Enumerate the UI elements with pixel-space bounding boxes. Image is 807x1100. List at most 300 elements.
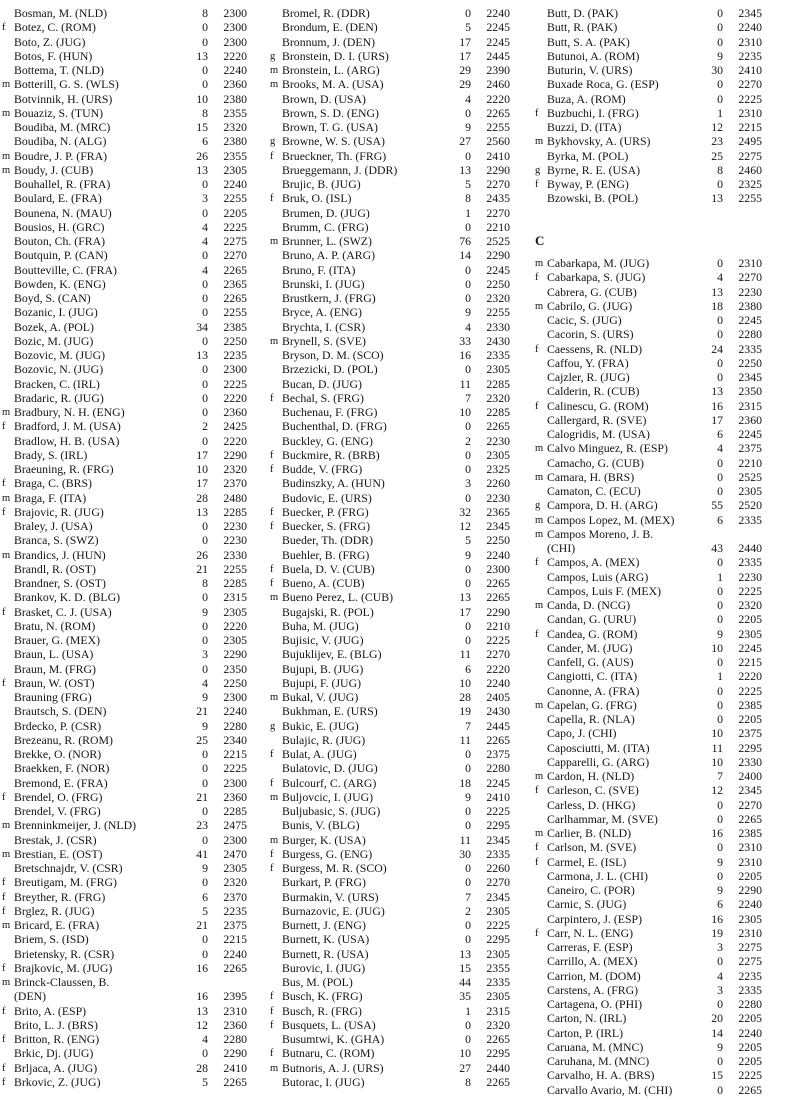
list-item — [535, 1040, 803, 1055]
player-name: Butt, D. (PAK) — [547, 6, 619, 20]
games-count: 24 — [711, 341, 723, 356]
player-name: Butnoris, A. J. (URS) — [282, 1060, 384, 1075]
games-count: 16 — [459, 348, 471, 362]
games-count: 0 — [717, 997, 723, 1011]
rating-value: 2410 — [738, 63, 762, 77]
list-item — [270, 932, 529, 947]
list-item — [535, 313, 803, 328]
player-name: Brautsch, S. (DEN) — [14, 704, 107, 719]
rating-value: 2360 — [223, 405, 247, 419]
games-count: 18 — [459, 775, 471, 790]
list-item — [535, 741, 803, 756]
player-name: Boto, Z. (JUG) — [14, 34, 86, 49]
list-item — [2, 1061, 264, 1076]
rating-value: 2230 — [486, 433, 510, 448]
rating-value: 2360 — [223, 77, 247, 92]
title-marker: m — [535, 300, 544, 312]
list-item — [270, 163, 529, 178]
title-marker: m — [535, 136, 544, 148]
games-count: 21 — [196, 561, 208, 576]
rating-value: 2245 — [486, 775, 510, 790]
games-count: 9 — [202, 604, 208, 619]
player-name: Brito, L. J. (BRS) — [14, 1017, 98, 1032]
rating-value: 2375 — [486, 747, 510, 761]
player-name: Bulatovic, D. (JUG) — [282, 761, 378, 776]
games-count: 13 — [196, 504, 208, 519]
player-name: Bueno Perez, L. (CUB) — [282, 590, 394, 605]
games-count: 9 — [717, 883, 723, 897]
list-item — [270, 576, 529, 591]
rating-value: 2265 — [486, 576, 510, 590]
player-name: Carreras, F. (ESP) — [547, 940, 633, 954]
title-marker: f — [535, 628, 539, 640]
player-name: Brandics, J. (HUN) — [14, 547, 106, 562]
list-item — [535, 869, 803, 884]
rating-value: 2325 — [486, 462, 510, 476]
player-name: Boudiba, N. (ALG) — [14, 134, 107, 149]
list-item — [2, 448, 264, 463]
games-count: 4 — [717, 968, 723, 983]
player-name: Bozovic, N. (JUG) — [14, 362, 104, 377]
list-item — [270, 391, 529, 406]
list-item — [270, 776, 529, 791]
list-item — [2, 476, 264, 491]
rating-value: 2230 — [223, 533, 247, 548]
list-item — [270, 63, 529, 78]
rating-value: 2320 — [223, 462, 247, 476]
rating-value: 2295 — [486, 818, 510, 833]
player-name: Botez, C. (ROM) — [14, 20, 96, 35]
games-count: 2 — [465, 433, 471, 448]
player-name: Campos, A. (MEX) — [547, 555, 640, 570]
list-item — [270, 875, 529, 890]
games-count: 17 — [459, 34, 471, 49]
player-name: Bradlow, H. B. (USA) — [14, 433, 120, 448]
games-count: 29 — [459, 77, 471, 92]
list-item — [270, 562, 529, 577]
player-name: Buljovcic, I. (JUG) — [282, 789, 374, 804]
list-item — [270, 149, 529, 164]
player-name: Brasket, C. J. (USA) — [14, 604, 112, 619]
list-item — [2, 106, 264, 121]
player-name: Cajzler, R. (JUG) — [547, 370, 630, 384]
list-item — [2, 676, 264, 691]
games-count: 16 — [196, 960, 208, 975]
list-item — [270, 989, 529, 1004]
list-item — [2, 20, 264, 35]
list-item — [2, 989, 264, 1004]
list-item — [270, 719, 529, 734]
list-item — [2, 362, 264, 377]
list-item — [535, 285, 803, 300]
list-item — [535, 427, 803, 442]
title-marker: f — [535, 400, 539, 412]
player-name: Buckmire, R. (BRB) — [282, 447, 380, 462]
rating-value: 2240 — [738, 20, 762, 35]
list-item — [270, 448, 529, 463]
player-name: Bouhallel, R. (FRA) — [14, 177, 111, 191]
games-count: 0 — [717, 327, 723, 342]
rating-value: 2210 — [738, 455, 762, 470]
list-item — [270, 134, 529, 149]
list-item — [535, 541, 803, 556]
title-marker: f — [2, 22, 6, 34]
player-name: Brendel, O. (FRG) — [14, 789, 103, 804]
player-name: Canfell, G. (AUS) — [547, 655, 634, 669]
games-count: 0 — [202, 390, 208, 405]
rating-value: 2265 — [223, 1074, 247, 1089]
rating-value: 2305 — [486, 946, 510, 961]
player-name: Buzzi, D. (ITA) — [547, 120, 622, 134]
rating-value: 2380 — [223, 134, 247, 149]
rating-value: 2315 — [486, 1003, 510, 1018]
list-item — [535, 63, 803, 78]
rating-value: 2245 — [738, 640, 762, 655]
list-item — [535, 812, 803, 827]
player-name: Bouton, Ch. (FRA) — [14, 234, 106, 248]
list-item — [270, 818, 529, 833]
player-name: Brown, D. (USA) — [282, 91, 366, 106]
player-name: Buehler, B. (FRG) — [282, 547, 370, 562]
list-item — [270, 320, 529, 335]
games-count: 3 — [717, 982, 723, 997]
title-marker: f — [2, 1005, 6, 1017]
player-name: Brown, T. G. (USA) — [282, 120, 378, 134]
rating-value: 2270 — [738, 77, 762, 92]
list-item — [2, 890, 264, 905]
games-count: 4 — [202, 219, 208, 234]
title-marker: m — [270, 1062, 279, 1074]
player-name: Cabrilo, G. (JUG) — [547, 298, 633, 313]
rating-value: 2300 — [223, 6, 247, 20]
rating-value: 2250 — [223, 675, 247, 690]
games-count: 0 — [465, 561, 471, 576]
games-count: 0 — [465, 362, 471, 377]
player-name: Burmakin, V. (URS) — [282, 889, 379, 904]
rating-value: 2265 — [486, 590, 510, 605]
list-item — [270, 505, 529, 520]
rating-value: 2255 — [223, 191, 247, 206]
games-count: 0 — [717, 1054, 723, 1068]
list-item — [2, 576, 264, 591]
games-count: 0 — [465, 291, 471, 305]
player-name: Buturin, V. (URS) — [547, 63, 633, 77]
rating-value: 2560 — [486, 134, 510, 149]
player-name: Budde, V. (FRG) — [282, 462, 363, 476]
rating-value: 2335 — [486, 846, 510, 861]
player-name: Bousios, H. (GRC) — [14, 219, 105, 234]
player-name: Carmel, E. (ISL) — [547, 854, 627, 869]
player-name: Carnic, S. (JUG) — [547, 897, 627, 912]
rating-value: 2220 — [223, 618, 247, 633]
games-count: 28 — [459, 690, 471, 704]
rating-value: 2335 — [738, 512, 762, 527]
list-item — [2, 334, 264, 349]
player-name: Carlhammar, M. (SVE) — [547, 811, 658, 826]
player-name: Burgess, M. R. (SCO) — [282, 861, 387, 875]
title-marker: m — [535, 514, 544, 526]
player-name: Boutquin, P. (CAN) — [14, 248, 108, 263]
list-item — [270, 662, 529, 677]
rating-value: 2345 — [738, 6, 762, 20]
rating-value: 2410 — [486, 789, 510, 804]
rating-value: 2495 — [738, 134, 762, 149]
list-item — [270, 1032, 529, 1047]
games-count: 10 — [459, 675, 471, 690]
player-name: Cardon, H. (NLD) — [547, 769, 635, 783]
rating-value: 2230 — [486, 490, 510, 505]
player-name: Callergard, R. (SVE) — [547, 412, 647, 427]
games-count: 27 — [459, 1060, 471, 1075]
player-name: Buela, D. V. (CUB) — [282, 561, 375, 576]
rating-value: 2380 — [223, 91, 247, 106]
list-item — [270, 462, 529, 477]
list-item — [270, 120, 529, 135]
rating-value: 2220 — [486, 661, 510, 676]
list-item — [270, 291, 529, 306]
rating-value: 2425 — [223, 419, 247, 434]
games-count: 15 — [711, 1068, 723, 1083]
list-item — [2, 747, 264, 762]
list-item — [2, 491, 264, 506]
games-count: 0 — [717, 177, 723, 191]
rating-value: 2405 — [486, 690, 510, 704]
rating-value: 2235 — [738, 968, 762, 983]
rating-value: 2275 — [223, 234, 247, 248]
player-name: Brychta, I. (CSR) — [282, 319, 366, 334]
rating-value: 2285 — [486, 405, 510, 419]
player-name: Caneiro, C. (POR) — [547, 883, 635, 897]
rating-value: 2250 — [223, 333, 247, 348]
rating-value: 2360 — [223, 789, 247, 804]
title-marker: f — [2, 962, 6, 974]
player-name: Buchenthal, D. (FRG) — [282, 419, 387, 434]
player-name: Bozanic, I. (JUG) — [14, 305, 98, 320]
rating-value: 2215 — [223, 932, 247, 947]
title-marker: m — [2, 164, 11, 176]
player-name: Bottema, T. (NLD) — [14, 63, 104, 77]
player-name: Burger, K. (USA) — [282, 832, 366, 847]
title-marker: f — [270, 193, 274, 205]
games-count: 4 — [465, 319, 471, 334]
games-count: 26 — [196, 148, 208, 163]
player-name: Botterill, G. S. (WLS) — [14, 77, 119, 92]
list-item — [535, 570, 803, 585]
player-name: Carpintero, J. (ESP) — [547, 911, 643, 926]
player-name: Brown, S. D. (ENG) — [282, 105, 379, 120]
rating-value: 2435 — [486, 191, 510, 206]
rating-value: 2310 — [738, 105, 762, 120]
list-item — [535, 49, 803, 64]
games-count: 27 — [459, 134, 471, 149]
rating-value: 2475 — [223, 818, 247, 833]
list-item — [270, 1075, 529, 1090]
rating-value: 2320 — [486, 291, 510, 305]
games-count: 13 — [196, 48, 208, 63]
rating-value: 2215 — [738, 120, 762, 134]
list-item — [535, 256, 803, 271]
games-count: 13 — [711, 191, 723, 206]
title-marker: f — [270, 777, 274, 789]
list-item — [270, 206, 529, 221]
games-count: 0 — [202, 590, 208, 605]
list-item — [535, 983, 803, 998]
games-count: 0 — [202, 775, 208, 790]
games-count: 43 — [711, 541, 723, 555]
list-item — [535, 612, 803, 627]
player-name: Burkart, P. (FRG) — [282, 875, 366, 890]
list-item — [535, 969, 803, 984]
player-name: Bruk, O. (ISL) — [282, 191, 352, 206]
title-marker: m — [535, 699, 544, 711]
list-item — [535, 855, 803, 870]
player-name: Bronstein, L. (ARG) — [282, 63, 380, 77]
list-item — [535, 769, 803, 784]
title-marker: f — [2, 791, 6, 803]
title-marker: f — [270, 521, 274, 532]
rating-value: 2210 — [486, 618, 510, 633]
list-item — [535, 441, 803, 456]
list-item — [535, 1054, 803, 1069]
games-count: 0 — [717, 697, 723, 712]
games-count: 41 — [196, 846, 208, 861]
games-count: 4 — [717, 441, 723, 456]
list-item — [270, 1061, 529, 1076]
rating-value: 2225 — [738, 91, 762, 106]
games-count: 0 — [717, 598, 723, 612]
rating-value: 2305 — [223, 861, 247, 875]
player-name: Breutigam, M. (FRG) — [14, 875, 117, 890]
games-count: 8 — [202, 105, 208, 120]
games-count: 14 — [711, 1025, 723, 1040]
rating-value: 2285 — [223, 804, 247, 818]
list-item — [2, 163, 264, 178]
rating-value: 2345 — [486, 832, 510, 847]
rating-value: 2335 — [486, 975, 510, 989]
games-count: 0 — [202, 747, 208, 761]
player-name: Buljubasic, S. (JUG) — [282, 804, 381, 818]
player-name: Braley, J. (USA) — [14, 519, 93, 533]
player-name: Bzowski, B. (POL) — [547, 191, 639, 206]
games-count: 0 — [717, 455, 723, 470]
title-marker: m — [2, 977, 11, 988]
list-item — [2, 804, 264, 819]
title-marker: m — [535, 528, 544, 540]
rating-value: 2365 — [223, 276, 247, 291]
games-count: 0 — [717, 20, 723, 35]
list-item — [2, 619, 264, 634]
title-marker: f — [2, 1076, 6, 1088]
games-count: 0 — [465, 6, 471, 20]
rating-value: 2345 — [486, 889, 510, 904]
title-marker: m — [535, 258, 544, 269]
rating-value: 2395 — [223, 989, 247, 1004]
games-count: 21 — [196, 789, 208, 804]
list-item — [2, 291, 264, 306]
player-name: Candan, G. (URU) — [547, 612, 637, 627]
player-name: Bowden, K. (ENG) — [14, 276, 106, 291]
player-name: Brady, S. (IRL) — [14, 447, 88, 462]
title-marker: f — [2, 905, 6, 917]
rating-value: 2480 — [223, 490, 247, 505]
games-count: 4 — [717, 270, 723, 285]
games-count: 12 — [711, 120, 723, 134]
games-count: 17 — [711, 412, 723, 427]
games-count: 4 — [202, 234, 208, 248]
games-count: 0 — [202, 205, 208, 220]
list-item — [535, 299, 803, 314]
games-count: 17 — [196, 476, 208, 491]
games-count: 21 — [196, 704, 208, 719]
player-name: Cabarkapa, S. (JUG) — [547, 270, 646, 285]
list-item — [270, 1004, 529, 1019]
rating-value: 2305 — [223, 162, 247, 177]
player-name: Calderin, R. (CUB) — [547, 384, 640, 399]
list-item — [270, 619, 529, 634]
title-marker: m — [2, 820, 11, 832]
player-name: Buchenau, F. (FRG) — [282, 405, 378, 419]
player-name: Buxade Roca, G. (ESP) — [547, 77, 659, 92]
rating-value: 2300 — [486, 561, 510, 576]
rating-value: 2445 — [486, 48, 510, 63]
rating-value: 2270 — [486, 647, 510, 662]
games-count: 13 — [196, 1003, 208, 1018]
player-name: Carvalho, H. A. (BRS) — [547, 1068, 655, 1083]
player-name: Bulat, A. (JUG) — [282, 747, 357, 761]
games-count: 0 — [717, 484, 723, 498]
rating-value: 2240 — [223, 177, 247, 191]
player-name: Bugajski, R. (POL) — [282, 604, 374, 619]
games-count: 55 — [711, 498, 723, 513]
player-name: Bryce, A. (ENG) — [282, 305, 362, 320]
rating-value: 2225 — [738, 583, 762, 598]
games-count: 12 — [196, 1017, 208, 1032]
title-marker: f — [2, 877, 6, 889]
player-name: Carmona, J. L. (CHI) — [547, 868, 648, 883]
games-count: 1 — [717, 669, 723, 684]
rating-value: 2355 — [223, 105, 247, 120]
list-item — [2, 975, 264, 990]
player-name: Caposciutti, M. (ITA) — [547, 740, 650, 755]
list-item — [270, 92, 529, 107]
rating-value: 2245 — [738, 427, 762, 441]
games-count: 0 — [202, 362, 208, 377]
player-name: Braeuning, R. (FRG) — [14, 462, 114, 476]
list-item — [535, 342, 803, 357]
games-count: 17 — [459, 604, 471, 619]
games-count: 6 — [202, 134, 208, 149]
player-name: Burovic, I. (JUG) — [282, 960, 366, 975]
player-name: Brandner, S. (OST) — [14, 576, 106, 590]
games-count: 0 — [465, 747, 471, 761]
list-item — [270, 177, 529, 192]
title-marker: f — [2, 506, 6, 518]
rating-value: 2385 — [223, 319, 247, 334]
title-marker: m — [2, 79, 11, 91]
list-item — [270, 890, 529, 905]
rating-value: 2265 — [223, 960, 247, 975]
rating-value: 2440 — [738, 541, 762, 555]
list-item — [270, 220, 529, 235]
list-item — [535, 456, 803, 471]
player-name: Candea, G. (ROM) — [547, 626, 638, 641]
list-item — [2, 263, 264, 278]
rating-value: 2320 — [223, 875, 247, 890]
games-count: 4 — [465, 91, 471, 106]
rating-value: 2235 — [223, 903, 247, 918]
player-name: Breyther, R. (FRG) — [14, 889, 106, 904]
games-count: 0 — [202, 333, 208, 348]
